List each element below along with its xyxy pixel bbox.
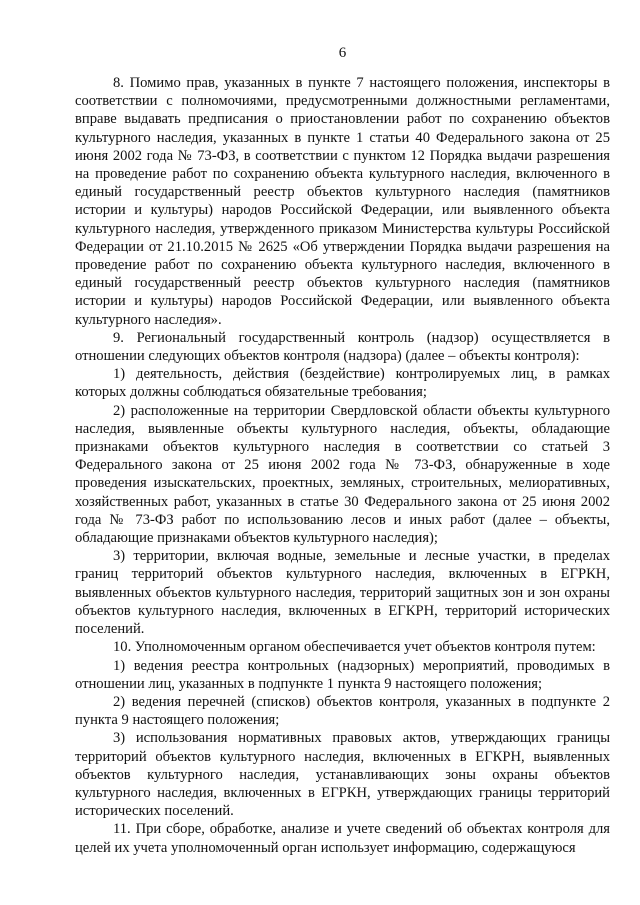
- paragraph-10-item-2: 2) ведения перечней (списков) объектов контроля, указанных в подпункте 2 пункта 9 настоящего положения;: [75, 693, 610, 729]
- paragraph-10: 10. Уполномоченным органом обеспечивается учет объектов контроля путем:: [113, 639, 596, 656]
- paragraph-11: 11. При сборе, обработке, анализе и учете сведений об объектах контроля для целей их учета уполномоченный орган использует информацию, содержащуюся: [75, 821, 610, 856]
- page-number: 6: [338, 45, 347, 61]
- paragraph-9-item-1: 1) деятельность, действия (бездействие) контролируемых лиц, в рамках которых должны соблюдаться обязательные требования;: [75, 366, 610, 401]
- paragraph-9: 9. Региональный государственный контроль (надзор) осуществляется в отношении следующих объектов контроля (надзора) (далее – объекты контроля):: [75, 329, 610, 365]
- paragraph-8: 8. Помимо прав, указанных в пункте 7 настоящего положения, инспекторы в соответствии с полномочиями, предусмотренными должностными регламентами, вправе выдавать предписания о приостановлении работ по сохранению объектов культурного наследия, указанных в пункте 1 статьи 40 Федерального закона от 25 июня 2002 года № 73-ФЗ, в соответствии с пунктом 12 Порядка выдачи разрешения на проведение работ по сохранению объекта культурного наследия, включенного в единый государственный реестр объектов культурного наследия (памятников истории и культуры) народов Российской Федерации, или выявленного объекта культурного наследия, утвержденного приказом Министерства культуры Российской Федерации от 21.10.2015 № 2625 «Об утверждении Порядка выдачи разрешения на проведение работ по сохранению объекта культурного наследия, включенного в единый государственный реестр объектов культурного наследия (памятников истории и культуры) народов Российской Федерации, или выявленного объекта культурного наследия».: [75, 75, 610, 328]
- paragraph-10-item-3: 3) использования нормативных правовых актов, утверждающих границы территорий объектов культурного наследия, включенных в ЕГКРН, выявленных объектов культурного наследия, устанавливающих зоны охраны объектов культурного наследия, включенных в ЕГРКН, утверждающих границы территорий исторических поселений.: [75, 730, 610, 820]
- paragraph-9-item-3: 3) территории, включая водные, земельные и лесные участки, в пределах границ территорий объектов культурного наследия, включенных в ЕГРКН, выявленных объектов культурного наследия, территорий защитных зон и зон охраны объектов культурного наследия, включенных в ЕГКРН, территорий исторических поселений.: [75, 548, 610, 638]
- paragraph-10-item-1: 1) ведения реестра контрольных (надзорных) мероприятий, проводимых в отношении лиц, указанных в подпункте 1 пункта 9 настоящего положения;: [75, 657, 610, 692]
- paragraph-9-item-2: 2) расположенные на территории Свердловской области объекты культурного наследия, выявленные объекты культурного наследия, объекты, обладающие признаками объектов культурного наследия в соответствии со статьей 3 Федерального закона от 25 июня 2002 года № 73-ФЗ, обнаруженные в ходе проведения изыскательских, проектных, земляных, строительных, мелиоративных, хозяйственных работ, указанных в статье 30 Федерального закона от 25 июня 2002 года № 73-ФЗ работ по использованию лесов и иных работ (далее – объекты, обладающие признаками объектов культурного наследия);: [75, 402, 610, 547]
- document-body: [75, 74, 610, 857]
